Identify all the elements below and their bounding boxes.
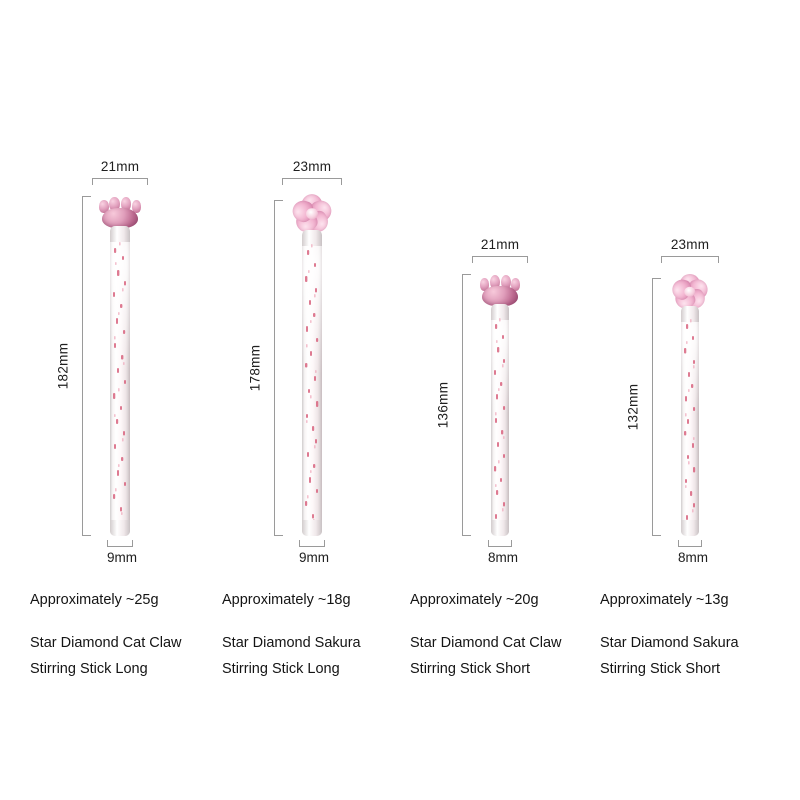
product-sakura-short xyxy=(600,0,780,800)
bottom-width-label-1: 9mm xyxy=(107,550,137,565)
weight-label-1: Approximately ~25g xyxy=(30,592,159,608)
product-name-line1-1: Star Diamond Cat Claw xyxy=(30,635,182,651)
top-width-label-4: 23mm xyxy=(670,237,710,252)
weight-label-4: Approximately ~13g xyxy=(600,592,729,608)
caption-3 xyxy=(410,592,590,682)
product-name-line2-1: Stirring Stick Long xyxy=(30,661,148,677)
length-dimension-4 xyxy=(625,278,661,536)
speckle-pattern-3 xyxy=(491,304,509,536)
bottom-width-bar-1 xyxy=(107,540,133,547)
product-name-line1-2: Star Diamond Sakura xyxy=(222,635,361,651)
bottom-width-bar-4 xyxy=(678,540,702,547)
product-name-4 xyxy=(600,630,780,682)
paw-icon xyxy=(479,274,521,306)
top-width-bar-2 xyxy=(282,178,342,185)
speckle-pattern-4 xyxy=(681,306,699,536)
caption-4 xyxy=(600,592,780,682)
length-dimension-2 xyxy=(247,200,283,536)
weight-label-2: Approximately ~18g xyxy=(222,592,351,608)
paw-icon xyxy=(98,196,142,228)
stick-body-4 xyxy=(681,306,699,536)
caption-1 xyxy=(30,592,210,682)
top-width-bar-1 xyxy=(92,178,148,185)
length-dimension-3 xyxy=(435,274,471,536)
weight-label-3: Approximately ~20g xyxy=(410,592,539,608)
top-width-dimension-3 xyxy=(472,238,528,263)
bottom-width-bar-2 xyxy=(299,540,325,547)
length-dimension-1 xyxy=(55,196,91,536)
bottom-width-dimension-1 xyxy=(107,540,137,565)
length-label-4: 132mm xyxy=(624,381,643,434)
product-name-line2-3: Stirring Stick Short xyxy=(410,661,531,677)
stick-body-3 xyxy=(491,304,509,536)
product-sakura-long xyxy=(222,0,402,800)
length-label-2: 178mm xyxy=(246,342,265,395)
bottom-width-dimension-3 xyxy=(488,540,518,565)
paw-topper-3 xyxy=(479,274,521,306)
product-cat-claw-short xyxy=(410,0,590,800)
product-name-line1-3: Star Diamond Cat Claw xyxy=(410,635,562,651)
top-width-dimension-2 xyxy=(282,160,342,185)
top-width-dimension-4 xyxy=(661,238,719,263)
stick-body-1 xyxy=(110,226,130,536)
bottom-width-dimension-4 xyxy=(678,540,708,565)
product-name-line2-2: Stirring Stick Long xyxy=(222,661,340,677)
length-label-3: 136mm xyxy=(434,379,453,432)
top-width-bar-4 xyxy=(661,256,719,263)
top-width-label-3: 21mm xyxy=(480,237,520,252)
top-width-bar-3 xyxy=(472,256,528,263)
speckle-pattern-1 xyxy=(110,226,130,536)
top-width-label-2: 23mm xyxy=(292,159,332,174)
bottom-width-label-4: 8mm xyxy=(678,550,708,565)
length-label-1: 182mm xyxy=(54,340,73,393)
product-name-line1-4: Star Diamond Sakura xyxy=(600,635,739,651)
product-name-2 xyxy=(222,630,402,682)
speckle-pattern-2 xyxy=(302,230,322,536)
bottom-width-dimension-2 xyxy=(299,540,329,565)
paw-topper-1 xyxy=(98,196,142,228)
product-name-1 xyxy=(30,630,210,682)
bottom-width-label-3: 8mm xyxy=(488,550,518,565)
product-cat-claw-long xyxy=(30,0,210,800)
top-width-dimension-1 xyxy=(92,160,148,185)
bottom-width-label-2: 9mm xyxy=(299,550,329,565)
product-name-line2-4: Stirring Stick Short xyxy=(600,661,721,677)
caption-2 xyxy=(222,592,402,682)
stick-body-2 xyxy=(302,230,322,536)
top-width-label-1: 21mm xyxy=(100,159,140,174)
product-name-3 xyxy=(410,630,590,682)
bottom-width-bar-3 xyxy=(488,540,512,547)
